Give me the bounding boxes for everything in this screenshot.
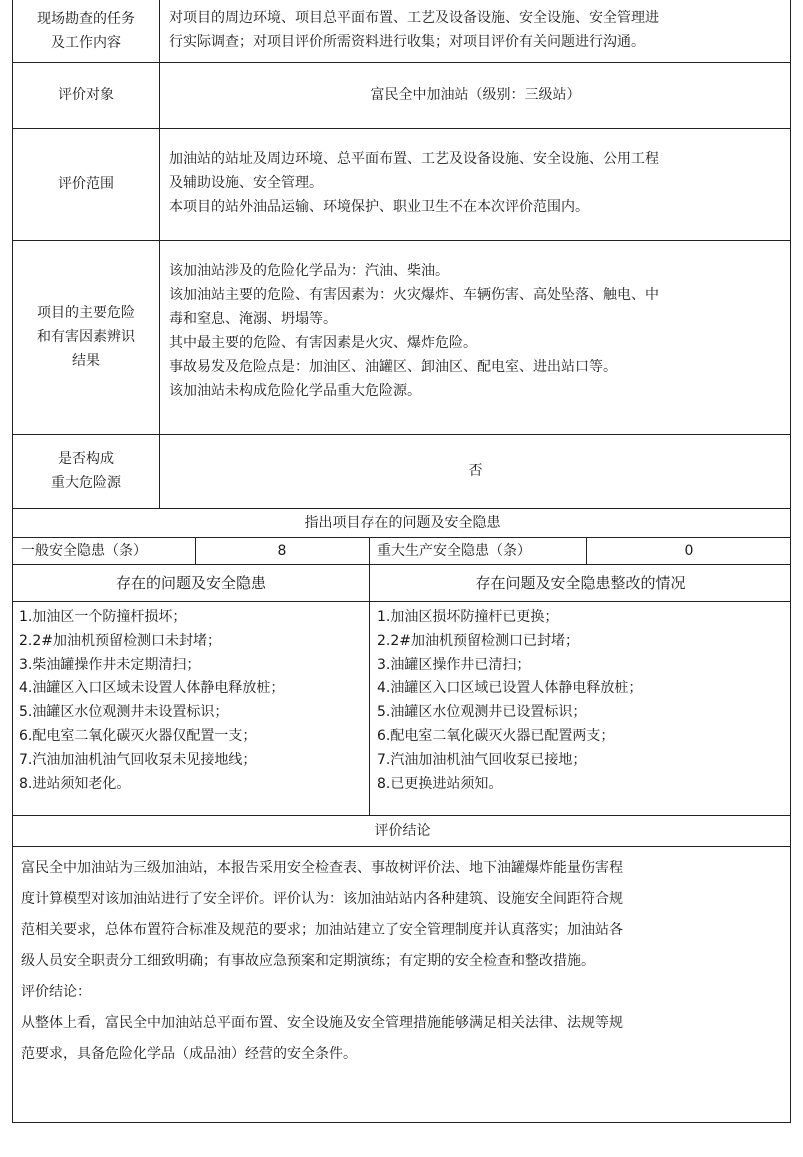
general-hazard-count: 8 — [277, 542, 287, 559]
task-content-line: 行实际调查；对项目评价所需资料进行收集；对项目评价有关问题进行沟通。 — [169, 34, 645, 50]
issues-left-header: 存在的问题及安全隐患 — [115, 573, 266, 592]
major-hazard-count: 0 — [684, 542, 694, 559]
general-hazard-label: 一般安全隐患（条） — [21, 542, 147, 559]
conclusion-body — [21, 853, 789, 1115]
scope-content-line: 本项目的站外油品运输、环境保护、职业卫生不在本次评价范围内。 — [169, 199, 589, 215]
list-item: 8.进站须知老化。 — [19, 775, 131, 792]
hazards-content-line: 该加油站未构成危险化学品重大危险源。 — [169, 383, 421, 399]
list-item: 7.汽油加油机油气回收泵未见接地线； — [19, 751, 257, 768]
list-item: 8.已更换进站须知。 — [377, 775, 503, 792]
list-item: 1.加油区一个防撞杆损坏； — [19, 609, 187, 625]
task-label — [13, 0, 159, 62]
row-divider — [13, 601, 790, 602]
issues-right-header: 存在问题及安全隐患整改的情况 — [475, 573, 686, 592]
list-item: 2.2#加油机预留检测口未封堵； — [19, 632, 221, 649]
object-label: 评价对象 — [58, 87, 114, 103]
task-content — [169, 6, 789, 62]
rectification-list — [377, 606, 789, 812]
conclusion-line: 从整体上看，富民全中加油站总平面布置、安全设施及安全管理措施能够满足相关法律、法规等规 — [21, 1015, 623, 1031]
task-content-line: 对项目的周边环境、项目总平面布置、工艺及设备设施、安全设施、安全管理进 — [169, 10, 659, 26]
list-item: 5.油罐区水位观测井已设置标识； — [377, 704, 587, 721]
scope-content-line: 加油站的站址及周边环境、总平面布置、工艺及设备设施、安全设施、公用工程 — [169, 151, 659, 167]
list-item: 3.柴油罐操作井未定期清扫； — [19, 656, 201, 673]
scope-label: 评价范围 — [58, 176, 114, 192]
conclusion-line: 范要求，具备危险化学品（成品油）经营的安全条件。 — [21, 1046, 357, 1062]
list-item: 2.2#加油机预留检测口已封堵； — [377, 632, 579, 649]
list-item: 4.油罐区入口区域未设置人体静电释放桩； — [19, 680, 285, 697]
major-hazard-label — [13, 434, 159, 508]
conclusion-line: 范相关要求，总体布置符合标准及规范的要求；加油站建立了安全管理制度并认真落实；加油站各 — [21, 922, 623, 938]
list-item: 6.配电室二氧化碳灭火器已配置两支； — [377, 727, 615, 744]
major-hazard-label-line: 重大危险源 — [51, 475, 121, 491]
scope-content — [169, 147, 789, 237]
conclusion-line: 评价结论： — [21, 984, 91, 1000]
task-label-line: 及工作内容 — [51, 35, 121, 51]
task-label-line: 现场勘查的任务 — [37, 11, 135, 27]
hazards-label-line: 和有害因素辨识 — [37, 329, 135, 345]
hazards-content-line: 毒和窒息、淹溺、坍塌等。 — [169, 311, 337, 327]
conclusion-line: 级人员安全职责分工细致明确；有事故应急预案和定期演练；有定期的安全检查和整改措施。 — [21, 953, 595, 969]
issues-list — [19, 606, 367, 812]
list-item: 3.油罐区操作井已清扫； — [377, 656, 531, 673]
list-item: 7.汽油加油机油气回收泵已接地； — [377, 751, 587, 768]
conclusion-title: 评价结论 — [374, 822, 431, 839]
major-hazard-value: 否 — [468, 463, 483, 479]
scope-content-line: 及辅助设施、安全管理。 — [169, 175, 323, 191]
major-hazard-count-label: 重大生产安全隐患（条） — [377, 542, 531, 559]
hazards-label-line: 项目的主要危险 — [37, 305, 135, 321]
list-item: 1.加油区损坏防撞杆已更换； — [377, 609, 559, 625]
object-content: 富民全中加油站（级别：三级站） — [370, 87, 581, 103]
hazards-content-line: 事故易发及危险点是：加油区、油罐区、卸油区、配电室、进出站口等。 — [169, 359, 617, 375]
hazards-content — [169, 259, 789, 429]
hazards-label-line: 结果 — [72, 353, 100, 369]
issues-section-title: 指出项目存在的问题及安全隐患 — [304, 514, 501, 531]
hazards-content-line: 该加油站主要的危险、有害因素为：火灾爆炸、车辆伤害、高处坠落、触电、中 — [169, 287, 659, 303]
major-hazard-label-line: 是否构成 — [58, 451, 114, 467]
conclusion-line: 度计算模型对该加油站进行了安全评价。评价认为：该加油站站内各种建筑、设施安全间距符合规 — [21, 891, 623, 907]
conclusion-line: 富民全中加油站为三级加油站，本报告采用安全检查表、事故树评价法、地下油罐爆炸能量伤害程 — [21, 860, 623, 876]
list-item: 4.油罐区入口区域已设置人体静电释放桩； — [377, 680, 643, 697]
hazards-content-line: 该加油站涉及的危险化学品为：汽油、柴油。 — [169, 263, 449, 279]
row-divider — [13, 846, 790, 847]
assessment-table — [12, 0, 791, 1123]
list-item: 5.油罐区水位观测井未设置标识； — [19, 704, 229, 721]
hazards-content-line: 其中最主要的危险、有害因素是火灾、爆炸危险。 — [169, 335, 477, 351]
hazards-label — [13, 240, 159, 434]
list-item: 6.配电室二氧化碳灭火器仅配置一支； — [19, 727, 257, 744]
